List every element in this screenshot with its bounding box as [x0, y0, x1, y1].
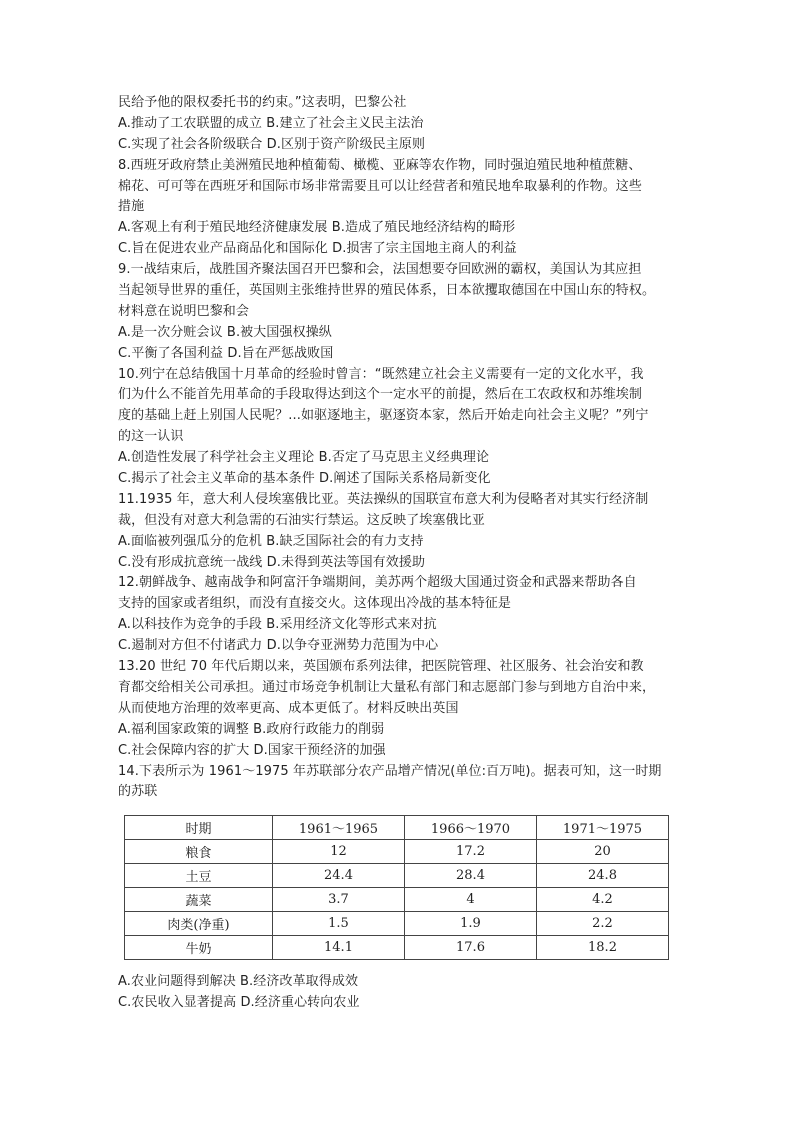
- text-line: C.揭示了社会主义革命的基本条件 D.阐述了国际关系格局新变化: [118, 471, 491, 487]
- text-line: A.面临被列强瓜分的危机 B.缺乏国际社会的有力支持: [118, 533, 424, 549]
- table-cell: 4.2: [537, 888, 669, 912]
- text-line: 育都交给相关公司承担。通过市场竞争机制让大量私有部门和志愿部门参与到地方自治中来，: [118, 679, 656, 695]
- table-row-label: 土豆: [125, 864, 273, 888]
- text-line: C.平衡了各国利益 D.旨在严惩战败国: [118, 345, 334, 361]
- text-line: A.创造性发展了科学社会主义理论 B.否定了马克思主义经典理论: [118, 450, 490, 466]
- table-row: [125, 840, 669, 864]
- text-line: 12.朝鲜战争、越南战争和阿富汗争端期间，美苏两个超级大国通过资金和武器来帮助各自: [118, 575, 637, 591]
- table-cell: 1.9: [405, 912, 537, 936]
- text-line: 裁，但没有对意大利急需的石油实行禁运。这反映了埃塞俄比亚: [118, 512, 485, 528]
- text-line: C.实现了社会各阶级联合 D.区别于资产阶级民主原则: [118, 136, 426, 152]
- text-line: 们为什么不能首先用革命的手段取得达到这个一定水平的前提，然后在工农政权和苏维埃制: [118, 387, 643, 403]
- page-content: [118, 93, 678, 1014]
- text-line: 11.1935 年，意大利人侵埃塞俄比亚。英法操纵的国联宣布意大利为侵略者对其实行经济制: [118, 491, 649, 507]
- table-header-cell: 1966～1970: [405, 816, 537, 840]
- table-cell: 1.5: [273, 912, 405, 936]
- answer-options-block: [118, 972, 678, 1014]
- table-row: [125, 888, 669, 912]
- table-header-cell: 时期: [125, 816, 273, 840]
- table-cell: 24.8: [537, 864, 669, 888]
- text-line: 当起领导世界的重任，英国则主张维持世界的殖民体系，日本欲攫取德国在中国山东的特权。: [118, 283, 656, 299]
- table-cell: 3.7: [273, 888, 405, 912]
- produce-table-container: [124, 815, 678, 960]
- text-line: 的这一认识: [118, 429, 184, 445]
- table-row: [125, 936, 669, 960]
- produce-table: [124, 815, 669, 960]
- text-line: C.没有形成抗意统一战线 D.未得到英法等国有效援助: [118, 554, 426, 570]
- text-line: 从而使地方治理的效率更高、成本更低了。材料反映出英国: [118, 700, 459, 716]
- text-line: 材料意在说明巴黎和会: [118, 303, 250, 319]
- table-row-label: 肉类(净重): [125, 912, 273, 936]
- table-cell: 17.6: [405, 936, 537, 960]
- text-line: 措施: [118, 199, 145, 215]
- text-line: 10.列宁在总结俄国十月革命的经验时曾言：“既然建立社会主义需要有一定的文化水平，我: [118, 366, 644, 382]
- table-row: [125, 864, 669, 888]
- table-header-cell: 1961～1965: [273, 816, 405, 840]
- table-row-label: 牛奶: [125, 936, 273, 960]
- text-line: 9.一战结束后，战胜国齐聚法国召开巴黎和会，法国想要夺回欧洲的霸权，美国认为其应担: [118, 262, 642, 278]
- table-cell: 2.2: [537, 912, 669, 936]
- table-row: [125, 912, 669, 936]
- text-line: C.社会保障内容的扩大 D.国家干预经济的加强: [118, 742, 386, 758]
- text-line: A.是一次分赃会议 B.被大国强权操纵: [118, 324, 332, 340]
- table-cell: 4: [405, 888, 537, 912]
- text-line: A.推动了工农联盟的成立 B.建立了社会主义民主法治: [118, 115, 424, 131]
- text-line: A.客观上有利于殖民地经济健康发展 B.造成了殖民地经济结构的畸形: [118, 220, 516, 236]
- text-line: 度的基础上赶上别国人民呢？...如驱逐地主，驱逐资本家，然后开始走向社会主义呢？”列宁: [118, 408, 649, 424]
- question-text-block: [118, 93, 678, 803]
- text-line: 14.下表所示为 1961～1975 年苏联部分农产品增产情况(单位:百万吨)。据表可知，这一时期: [118, 763, 662, 779]
- table-cell: 14.1: [273, 936, 405, 960]
- table-cell: 17.2: [405, 840, 537, 864]
- text-line: C.农民收入显著提高 D.经济重心转向农业: [118, 995, 360, 1011]
- text-line: 棉花、可可等在西班牙和国际市场非常需要且可以让经营者和殖民地牟取暴利的作物。这些: [118, 178, 643, 194]
- table-cell: 18.2: [537, 936, 669, 960]
- text-line: 8.西班牙政府禁止美洲殖民地种植葡萄、橄榄、亚麻等农作物，同时强迫殖民地种植蔗糖、: [118, 157, 642, 173]
- text-line: 的苏联: [118, 784, 158, 800]
- table-row-label: 粮食: [125, 840, 273, 864]
- text-line: C.遏制对方但不付诸武力 D.以争夺亚洲势力范围为中心: [118, 638, 439, 654]
- table-cell: 20: [537, 840, 669, 864]
- text-line: 13.20 世纪 70 年代后期以来，英国颁布系列法律，把医院管理、社区服务、社会治安和教: [118, 659, 644, 675]
- table-cell: 28.4: [405, 864, 537, 888]
- text-line: 民给予他的限权委托书的约束。”这表明，巴黎公社: [118, 95, 407, 110]
- table-header-cell: 1971～1975: [537, 816, 669, 840]
- text-line: A.以科技作为竞争的手段 B.采用经济文化等形式来对抗: [118, 617, 437, 633]
- text-line: 支持的国家或者组织，而没有直接交火。这体现出冷战的基本特征是: [118, 596, 512, 612]
- text-line: C.旨在促进农业产品商品化和国际化 D.损害了宗主国地主商人的利益: [118, 241, 517, 257]
- text-line: A.福利国家政策的调整 B.政府行政能力的削弱: [118, 721, 385, 737]
- table-row-label: 蔬菜: [125, 888, 273, 912]
- text-line: A.农业问题得到解决 B.经济改革取得成效: [118, 974, 359, 990]
- table-header-row: [125, 816, 669, 840]
- table-cell: 12: [273, 840, 405, 864]
- table-cell: 24.4: [273, 864, 405, 888]
